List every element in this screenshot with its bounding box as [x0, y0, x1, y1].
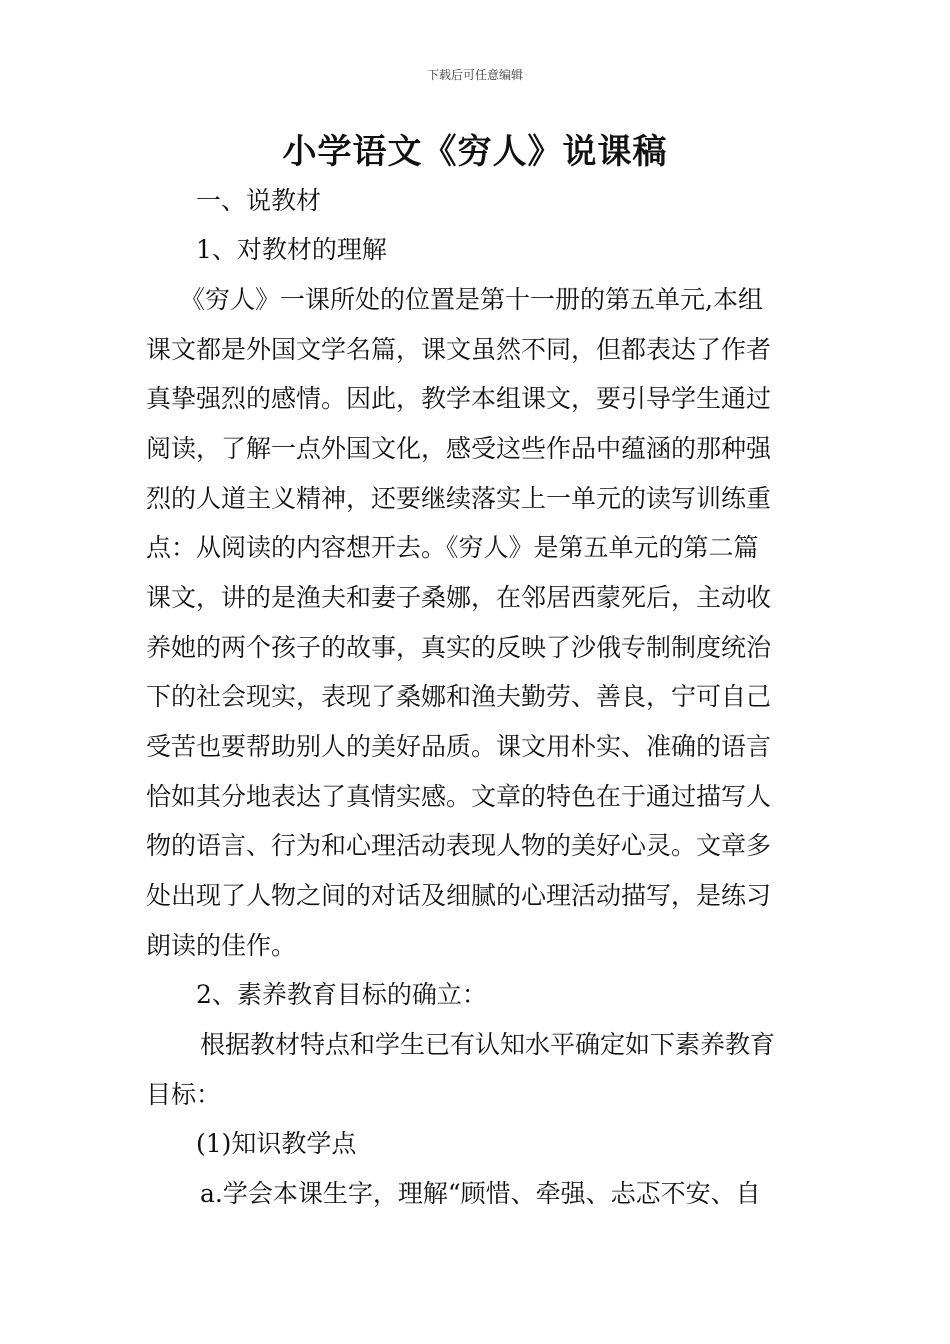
- paragraph-line: 养她的两个孩子的故事，真实的反映了沙俄专制制度统治: [146, 633, 772, 662]
- paragraph-line: 目标：: [146, 1080, 222, 1109]
- subsection-heading-understanding: 1、对教材的理解: [196, 235, 387, 264]
- paragraph-line: 课文，讲的是渔夫和妻子桑娜，在邻居西蒙死后，主动收: [146, 583, 772, 612]
- header-note: 下载后可任意编辑: [426, 68, 523, 82]
- paragraph-line: 根据教材特点和学生已有认知水平确定如下素养教育: [200, 1030, 776, 1059]
- list-heading-knowledge: (1)知识教学点: [196, 1129, 357, 1158]
- paragraph-line: 真挚强烈的感情。因此，教学本组课文，要引导学生通过: [146, 384, 772, 413]
- paragraph-line: 处出现了人物之间的对话及细腻的心理活动描写，是练习: [146, 881, 772, 910]
- subsection-heading-goals: 2、素养教育目标的确立：: [196, 980, 487, 1009]
- paragraph-line: 阅读，了解一点外国文化，感受这些作品中蕴涵的那种强: [146, 434, 772, 463]
- paragraph-line: 恰如其分地表达了真情实感。文章的特色在于通过描写人: [146, 782, 772, 811]
- paragraph-line: 物的语言、行为和心理活动表现人物的美好心灵。文章多: [146, 831, 772, 860]
- paragraph-line: 朗读的佳作。: [146, 931, 297, 960]
- paragraph-line: 课文都是外国文学名篇，课文虽然不同，但都表达了作者: [146, 335, 772, 364]
- paragraph-line: 《穷人》一课所处的位置是第十一册的第五单元,本组: [180, 285, 763, 314]
- paragraph-line: 受苦也要帮助别人的美好品质。课文用朴实、准确的语言: [146, 732, 772, 761]
- paragraph-line: 烈的人道主义精神，还要继续落实上一单元的读写训练重: [146, 484, 772, 513]
- list-item: a.学会本课生字，理解“顾惜、牵强、忐忑不安、自: [200, 1179, 761, 1208]
- paragraph-line: 点：从阅读的内容想开去。《穷人》是第五单元的第二篇: [146, 533, 759, 562]
- section-heading-textbook: 一、说教材: [196, 186, 322, 215]
- paragraph-line: 下的社会现实，表现了桑娜和渔夫勤劳、善良，宁可自己: [146, 682, 772, 711]
- page-title: 小学语文《穷人》说课稿: [282, 132, 668, 172]
